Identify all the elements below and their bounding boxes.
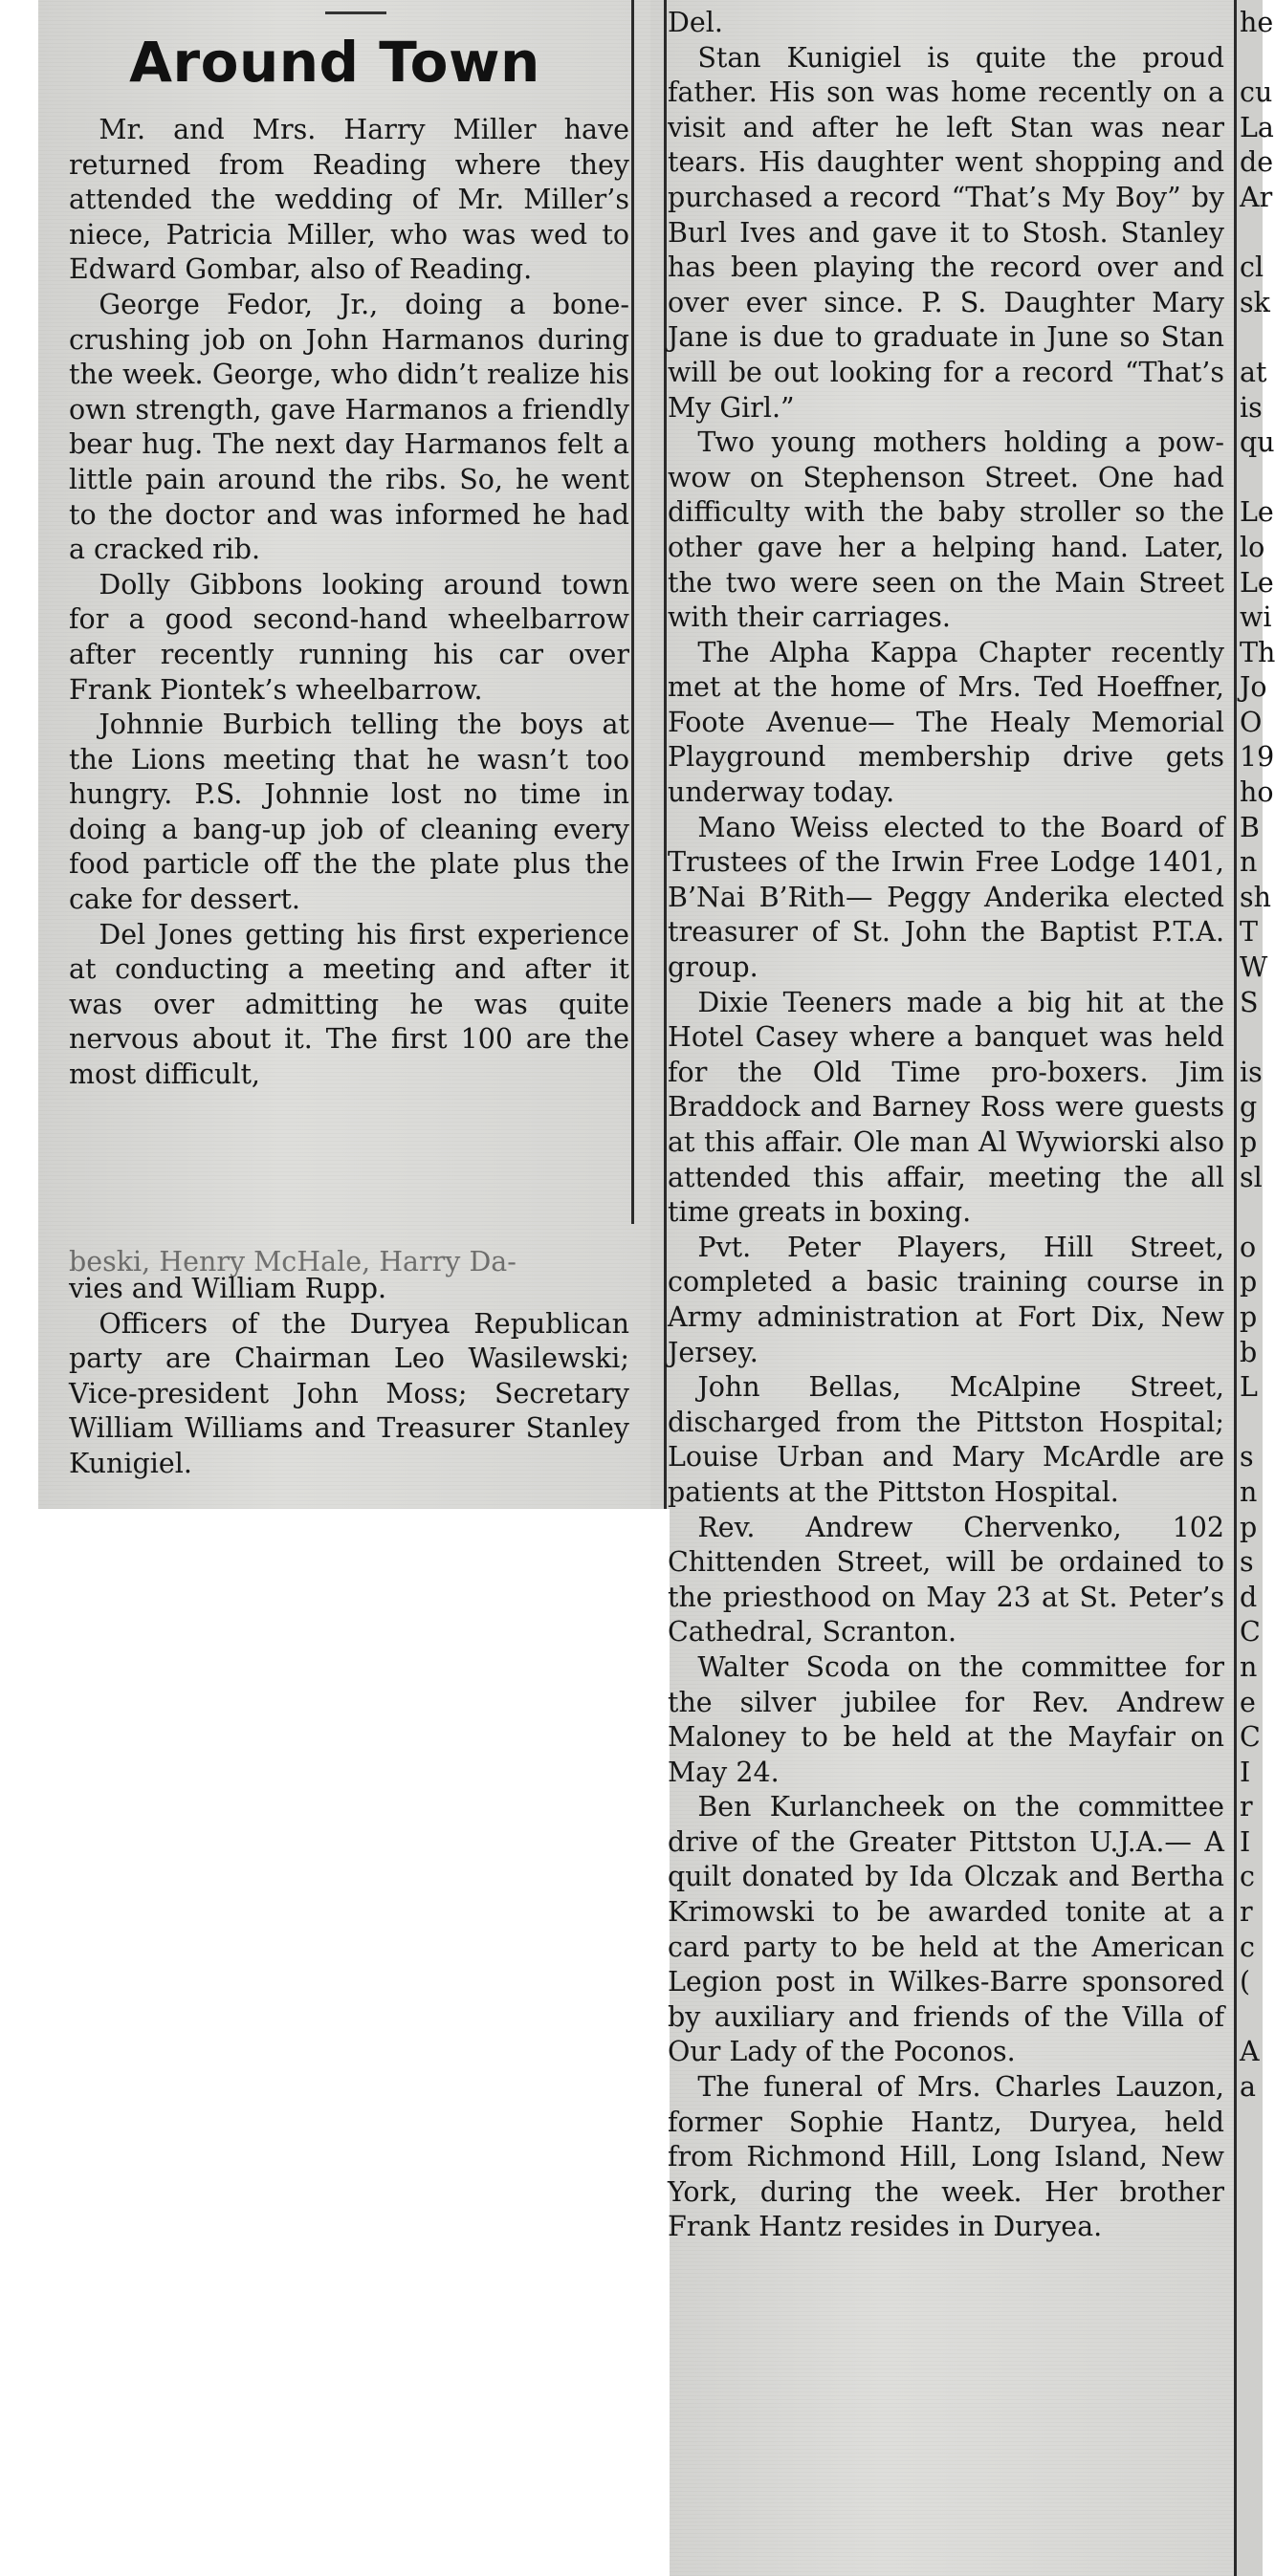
right-edge-fragment: b bbox=[1240, 1336, 1258, 1368]
right-edge-fragment: Le bbox=[1240, 496, 1274, 529]
right-edge-fragment bbox=[1240, 41, 1263, 76]
right-edge-fragment: de bbox=[1240, 146, 1274, 179]
right-edge-fragment: T bbox=[1240, 916, 1259, 949]
paragraph-burbich-lions: Johnnie Burbich telling the boys at the Lions meeting that he wasn’t too hungry. P.S. Johnnie lost no time in doing a bang-up job of cleaning every food particle off the the plate plus the cake for dessert. bbox=[69, 709, 629, 916]
cut-off-line: beski, Henry McHale, Harry Da- bbox=[69, 1246, 517, 1277]
right-edge-fragment: c bbox=[1240, 1861, 1255, 1893]
right-edge-fragment: sl bbox=[1240, 1161, 1263, 1193]
paragraph-bellas-hospital: John Bellas, McAlpine Street, discharged from the Pittston Hospital; Louise Urban and Mary McArdle are patients at the Pittston Hospital. bbox=[668, 1371, 1224, 1508]
right-edge-fragment: W bbox=[1240, 951, 1268, 984]
article-column-left bbox=[69, 113, 629, 1222]
right-edge-fragment: cl bbox=[1240, 251, 1264, 284]
right-edge-fragment bbox=[1240, 1195, 1263, 1231]
right-edge-fragment: d bbox=[1240, 1581, 1258, 1613]
paragraph-scoda-jubilee: Walter Scoda on the committee for the silver jubilee for Rev. Andrew Maloney to be held at the Mayfair on May 24. bbox=[668, 1650, 1224, 1788]
right-edge-fragment bbox=[1240, 320, 1263, 356]
paragraph-kurlancheek-uja: Ben Kurlancheek on the committee drive of the Greater Pittston U.J.A.— A quilt donated by Ida Olczak and Bertha Krimowski to be awarded tonite at a card party to be held at the American Legion post in Wilkes-Barre sponsored by auxiliary and friends of the Villa of Our Lady of the Poconos. bbox=[668, 1791, 1224, 2068]
right-edge-fragment: wi bbox=[1240, 601, 1272, 634]
right-edge-fragment: ( bbox=[1240, 1966, 1251, 1998]
paragraph-miller-wedding: Mr. and Mrs. Harry Miller have returned from Reading where they attended the wedding of Mr. Miller’s niece, Patricia Miller, who was wed to Edward Gombar, also of Reading. bbox=[69, 114, 629, 286]
right-edge-fragment: cu bbox=[1240, 76, 1273, 109]
continued-line: vies and William Rupp. bbox=[69, 1273, 387, 1304]
right-edge-fragment: O bbox=[1240, 706, 1263, 738]
right-edge-fragment: sk bbox=[1240, 286, 1270, 318]
article-column-right-edge bbox=[1240, 6, 1275, 2576]
right-edge-fragment: e bbox=[1240, 1686, 1256, 1718]
headline-rule bbox=[325, 11, 386, 14]
right-edge-fragment: ho bbox=[1240, 776, 1274, 809]
paragraph-jones-meeting: Del Jones getting his first experience at conducting a meeting and after it was over admitting he was quite nervous about it. The first 100 are the most difficult, bbox=[69, 918, 629, 1091]
right-edge-fragment: r bbox=[1240, 1896, 1253, 1929]
right-edge-fragment: n bbox=[1240, 1650, 1258, 1683]
right-edge-fragment: Ar bbox=[1240, 181, 1273, 213]
right-edge-fragment: C bbox=[1240, 1616, 1261, 1648]
right-edge-fragment: I bbox=[1240, 1825, 1251, 1858]
right-edge-fragment: is bbox=[1240, 391, 1263, 424]
right-edge-fragment: B bbox=[1240, 811, 1260, 843]
right-edge-fragment: r bbox=[1240, 1791, 1253, 1823]
right-edge-fragment: p bbox=[1240, 1126, 1258, 1158]
right-edge-fragment: c bbox=[1240, 1931, 1255, 1963]
right-edge-fragment: s bbox=[1240, 1441, 1254, 1474]
right-edge-fragment: p bbox=[1240, 1300, 1258, 1333]
continued-line: Del. bbox=[668, 7, 723, 38]
right-edge-fragment: L bbox=[1240, 1371, 1258, 1404]
column-rule-left bbox=[631, 0, 634, 1224]
right-edge-fragment: La bbox=[1240, 111, 1274, 143]
paragraph-dixie-teeners: Dixie Teeners made a big hit at the Hotel Casey where a banquet was held for the Old Time pro-boxers. Jim Braddock and Barney Ross were guests at this affair. Ole man Al Wywiorski also attended this affair, meeting the all time greats in boxing. bbox=[668, 986, 1224, 1229]
paragraph-gibbons-wheelbarrow: Dolly Gibbons looking around town for a good second-hand wheelbarrow after recently running his car over Frank Piontek’s wheelbarrow. bbox=[69, 568, 629, 706]
right-edge-fragment: p bbox=[1240, 1266, 1258, 1299]
right-edge-fragment: he bbox=[1240, 7, 1274, 38]
blank-area bbox=[27, 1509, 670, 2576]
right-edge-fragment bbox=[1240, 216, 1263, 251]
paragraph-lauzon-funeral: The funeral of Mrs. Charles Lauzon, former Sophie Hantz, Duryea, held from Richmond Hill, Long Island, New York, during the week. Her brother Frank Hantz resides in Duryea. bbox=[668, 2071, 1224, 2243]
right-edge-fragment: S bbox=[1240, 986, 1259, 1018]
right-edge-fragment: is bbox=[1240, 1056, 1263, 1088]
right-edge-fragment: g bbox=[1240, 1091, 1258, 1124]
right-edge-fragment: Le bbox=[1240, 566, 1274, 599]
paragraph-kunigiel-record: Stan Kunigiel is quite the proud father. His son was home recently on a visit and after he left Stan was near tears. His daughter went shopping and purchased a record “That’s My Boy” by Burl Ives and gave it to Stosh. Stanley has been playing the record over and over ever since. P. S. Daughter Mary Jane is due to graduate in June so Stan will be out looking for a record “That’s My Girl.” bbox=[668, 41, 1224, 424]
right-edge-fragment: s bbox=[1240, 1546, 1254, 1579]
right-edge-fragment: qu bbox=[1240, 426, 1275, 459]
paragraph-young-mothers: Two young mothers holding a pow-wow on Stephenson Street. One had difficulty with the baby stroller so the other gave her a helping hand. Later, the two were seen on the Main Street with their carriages. bbox=[668, 426, 1224, 634]
right-edge-fragment: sh bbox=[1240, 881, 1271, 913]
article-column-left-bottom bbox=[69, 1243, 629, 1507]
right-edge-fragment: lo bbox=[1240, 531, 1265, 563]
right-edge-fragment: Jo bbox=[1240, 671, 1267, 704]
right-edge-fragment: n bbox=[1240, 1475, 1258, 1508]
paragraph-republican-officers: Officers of the Duryea Republican party are Chairman Leo Wasilewski; Vice-president John Moss; Secretary William Williams and Treasurer Stanley Kunigiel. bbox=[69, 1307, 629, 1479]
right-edge-fragment: Th bbox=[1240, 636, 1275, 668]
right-edge-fragment bbox=[1240, 1406, 1263, 1441]
paragraph-fedor-harmanos: George Fedor, Jr., doing a bone-crushing job on John Harmanos during the week. George, who didn’t realize his own strength, gave Harmanos a friendly bear hug. The next day Harmanos felt a little pain around the ribs. So, he went to the doctor and was informed he had a cracked rib. bbox=[69, 288, 629, 566]
right-edge-fragment: A bbox=[1240, 2036, 1260, 2068]
column-rule-right bbox=[1234, 0, 1237, 2576]
right-edge-fragment: p bbox=[1240, 1511, 1258, 1543]
headline: Around Town bbox=[129, 30, 540, 95]
right-edge-fragment: o bbox=[1240, 1231, 1257, 1263]
right-edge-fragment: I bbox=[1240, 1756, 1251, 1788]
right-edge-fragment: 19 bbox=[1240, 741, 1275, 774]
right-edge-fragment: a bbox=[1240, 2071, 1256, 2104]
article-column-middle bbox=[668, 6, 1224, 2576]
right-edge-fragment bbox=[1240, 1020, 1263, 1056]
column-rule-middle bbox=[664, 0, 667, 1509]
paragraph-alpha-kappa: The Alpha Kappa Chapter recently met at the home of Mrs. Ted Hoeffner, Foote Avenue— The Healy Memorial Playground membership drive gets underway today. bbox=[668, 636, 1224, 809]
paragraph-chervenko-ordained: Rev. Andrew Chervenko, 102 Chittenden Street, will be ordained to the priesthood on May 23 at St. Peter’s Cathedral, Scranton. bbox=[668, 1511, 1224, 1648]
paragraph-players-army: Pvt. Peter Players, Hill Street, completed a basic training course in Army administration at Fort Dix, New Jersey. bbox=[668, 1231, 1224, 1368]
right-edge-fragment: n bbox=[1240, 846, 1258, 879]
right-edge-fragment bbox=[1240, 461, 1263, 496]
right-edge-fragment: at bbox=[1240, 356, 1267, 388]
right-edge-fragment bbox=[1240, 2000, 1263, 2036]
right-edge-fragment: C bbox=[1240, 1721, 1261, 1754]
paragraph-weiss-trustees: Mano Weiss elected to the Board of Trustees of the Irwin Free Lodge 1401, B’Nai B’Rith— Peggy Anderika elected treasurer of St. John the Baptist P.T.A. group. bbox=[668, 811, 1224, 984]
